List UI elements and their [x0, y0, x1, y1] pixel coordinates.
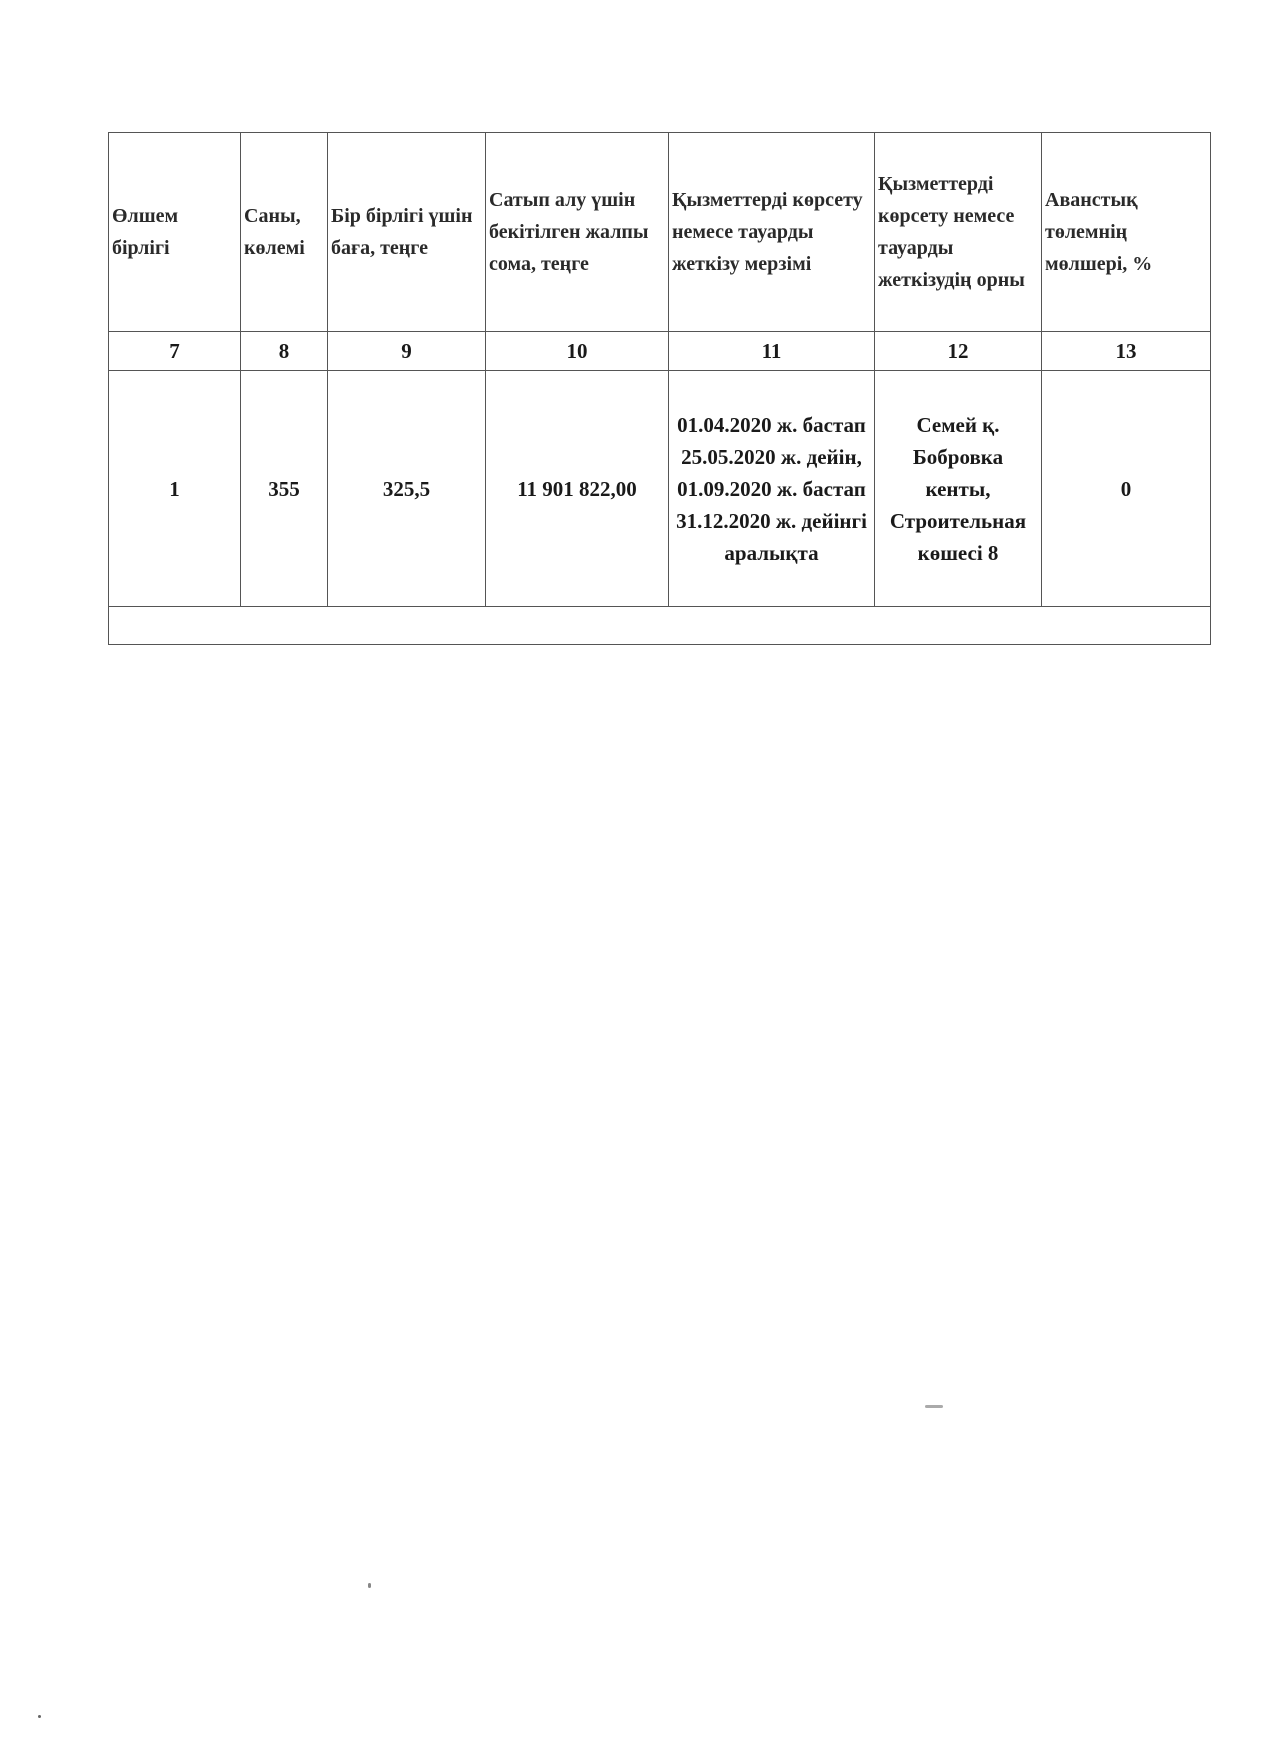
- empty-cell: [109, 607, 1211, 645]
- table-header-row: [109, 133, 1211, 332]
- scan-speck: [38, 1715, 41, 1718]
- column-number: 11: [669, 332, 875, 371]
- header-delivery-place: Қызметтерді көрсету немесе тауарды жеткізудің орны: [875, 133, 1042, 332]
- header-quantity: Саны, көлемі: [241, 133, 328, 332]
- cell-advance-payment: 0: [1042, 371, 1211, 607]
- column-number: 9: [328, 332, 486, 371]
- empty-row: [109, 607, 1211, 645]
- cell-quantity: 355: [241, 371, 328, 607]
- cell-unit-price: 325,5: [328, 371, 486, 607]
- column-number: 7: [109, 332, 241, 371]
- header-unit-price: Бір бірлігі үшін баға, теңге: [328, 133, 486, 332]
- header-unit: Өлшем бірлігі: [109, 133, 241, 332]
- cell-delivery-period: 01.04.2020 ж. бастап 25.05.2020 ж. дейін, 01.09.2020 ж. бастап 31.12.2020 ж. дейінгі аралықта: [669, 371, 875, 607]
- scan-speck: [368, 1583, 371, 1588]
- column-number: 10: [486, 332, 669, 371]
- procurement-table: [108, 132, 1211, 645]
- header-total-sum: Сатып алу үшін бекітілген жалпы сома, теңге: [486, 133, 669, 332]
- cell-unit: 1: [109, 371, 241, 607]
- cell-delivery-place: Семей қ. Бобровка кенты, Строительная көшесі 8: [875, 371, 1042, 607]
- header-delivery-period: Қызметтерді көрсету немесе тауарды жеткізу мерзімі: [669, 133, 875, 332]
- column-number: 12: [875, 332, 1042, 371]
- scan-speck: [925, 1405, 943, 1408]
- column-number: 8: [241, 332, 328, 371]
- header-advance-payment: Аванстық төлемнің мөлшері, %: [1042, 133, 1211, 332]
- column-numbers-row: [109, 332, 1211, 371]
- column-number: 13: [1042, 332, 1211, 371]
- table-row: [109, 371, 1211, 607]
- cell-total-sum: 11 901 822,00: [486, 371, 669, 607]
